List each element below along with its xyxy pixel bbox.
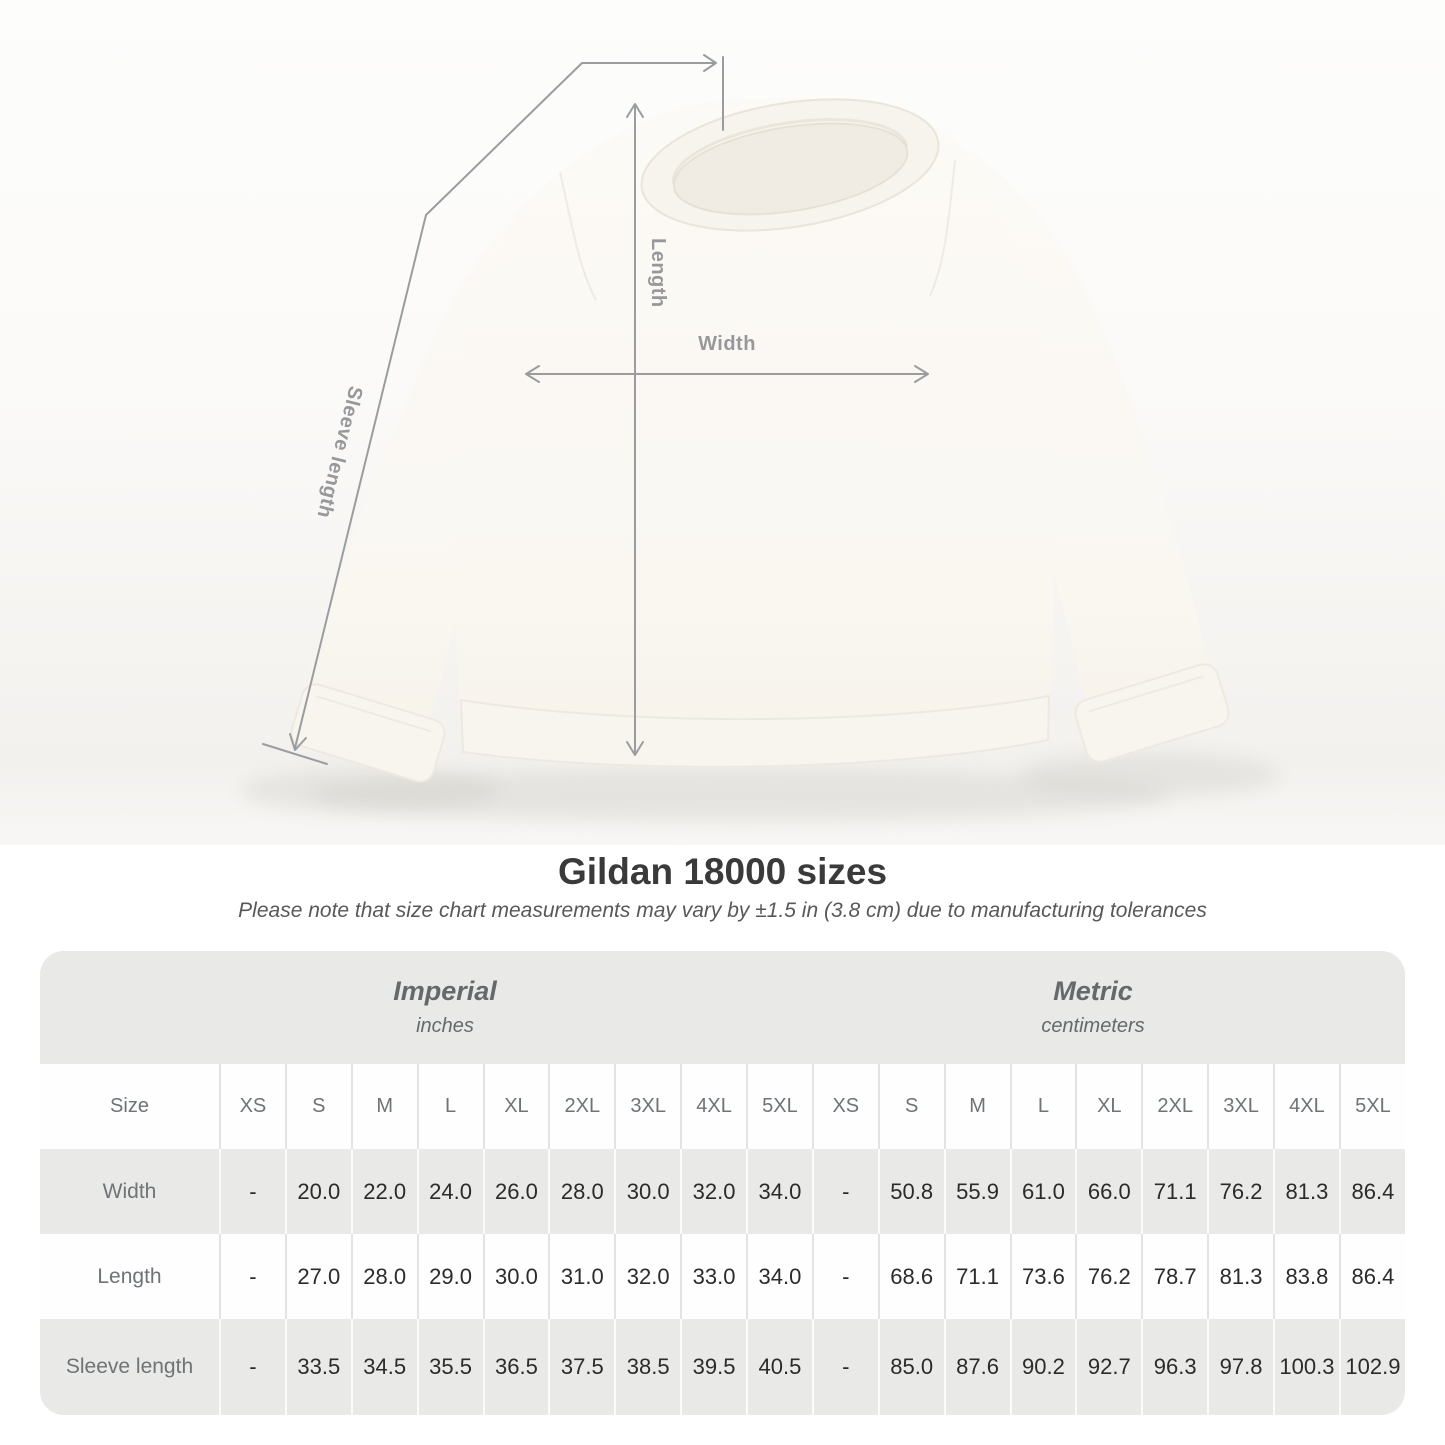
value-cell: 76.2 bbox=[1207, 1149, 1273, 1234]
width-measure-label: Width bbox=[698, 333, 756, 355]
sleeve-length-row bbox=[40, 1319, 1405, 1415]
size-cell: S bbox=[878, 1064, 944, 1149]
imperial-title: Imperial bbox=[393, 976, 497, 1006]
page-title: Gildan 18000 sizes bbox=[557, 851, 888, 892]
value-cell: - bbox=[812, 1319, 878, 1415]
sleeve-length-measure-label: Sleeve length bbox=[312, 383, 367, 521]
value-cell: 87.6 bbox=[944, 1319, 1010, 1415]
size-table bbox=[40, 951, 1405, 1415]
size-cell: S bbox=[285, 1064, 351, 1149]
value-cell: 66.0 bbox=[1075, 1149, 1141, 1234]
value-cell: 61.0 bbox=[1010, 1149, 1076, 1234]
size-cell: 2XL bbox=[548, 1064, 614, 1149]
size-cell: 4XL bbox=[680, 1064, 746, 1149]
value-cell: 20.0 bbox=[285, 1149, 351, 1234]
value-cell: - bbox=[219, 1319, 285, 1415]
length-measure-label: Length bbox=[647, 238, 669, 308]
title-block bbox=[0, 845, 1445, 924]
size-cell: 5XL bbox=[746, 1064, 812, 1149]
size-cell: 4XL bbox=[1273, 1064, 1339, 1149]
size-cell: XS bbox=[219, 1064, 285, 1149]
size-cell: 5XL bbox=[1339, 1064, 1405, 1149]
metric-unit: centimeters bbox=[1041, 1015, 1145, 1037]
value-cell: 34.0 bbox=[746, 1234, 812, 1319]
size-cell: M bbox=[944, 1064, 1010, 1149]
value-cell: 71.1 bbox=[1141, 1149, 1207, 1234]
size-cell: 3XL bbox=[614, 1064, 680, 1149]
row-label: Sleeve length bbox=[40, 1319, 219, 1415]
value-cell: 50.8 bbox=[878, 1149, 944, 1234]
size-cell: XL bbox=[1075, 1064, 1141, 1149]
value-cell: 36.5 bbox=[483, 1319, 549, 1415]
value-cell: - bbox=[812, 1234, 878, 1319]
value-cell: 33.0 bbox=[680, 1234, 746, 1319]
value-cell: 55.9 bbox=[944, 1149, 1010, 1234]
value-cell: 85.0 bbox=[878, 1319, 944, 1415]
row-label: Width bbox=[40, 1149, 219, 1234]
value-cell: 86.4 bbox=[1339, 1149, 1405, 1234]
value-cell: 81.3 bbox=[1273, 1149, 1339, 1234]
value-cell: 86.4 bbox=[1339, 1234, 1405, 1319]
value-cell: - bbox=[219, 1149, 285, 1234]
value-cell: 96.3 bbox=[1141, 1319, 1207, 1415]
tolerance-note: Please note that size chart measurements may vary by ±1.5 in (3.8 cm) due to manufacturing tolerances bbox=[238, 899, 1207, 922]
metric-header bbox=[883, 975, 1303, 1038]
width-row bbox=[40, 1149, 1405, 1234]
unit-header-row bbox=[40, 951, 1405, 1064]
value-cell: 102.9 bbox=[1339, 1319, 1405, 1415]
value-cell: - bbox=[812, 1149, 878, 1234]
value-cell: 71.1 bbox=[944, 1234, 1010, 1319]
value-cell: 39.5 bbox=[680, 1319, 746, 1415]
value-cell: 33.5 bbox=[285, 1319, 351, 1415]
size-cell: M bbox=[351, 1064, 417, 1149]
value-cell: 37.5 bbox=[548, 1319, 614, 1415]
value-cell: 22.0 bbox=[351, 1149, 417, 1234]
size-cell: L bbox=[1010, 1064, 1076, 1149]
size-cell: 2XL bbox=[1141, 1064, 1207, 1149]
value-cell: 30.0 bbox=[483, 1234, 549, 1319]
value-cell: 24.0 bbox=[417, 1149, 483, 1234]
value-cell: 68.6 bbox=[878, 1234, 944, 1319]
value-cell: 34.0 bbox=[746, 1149, 812, 1234]
value-cell: 100.3 bbox=[1273, 1319, 1339, 1415]
value-cell: 30.0 bbox=[614, 1149, 680, 1234]
value-cell: 29.0 bbox=[417, 1234, 483, 1319]
value-cell: 26.0 bbox=[483, 1149, 549, 1234]
value-cell: 35.5 bbox=[417, 1319, 483, 1415]
imperial-unit: inches bbox=[416, 1015, 474, 1037]
value-cell: 32.0 bbox=[614, 1234, 680, 1319]
value-cell: 78.7 bbox=[1141, 1234, 1207, 1319]
value-cell: 34.5 bbox=[351, 1319, 417, 1415]
size-cell: XL bbox=[483, 1064, 549, 1149]
value-cell: 27.0 bbox=[285, 1234, 351, 1319]
imperial-header bbox=[235, 975, 655, 1038]
value-cell: - bbox=[219, 1234, 285, 1319]
value-cell: 40.5 bbox=[746, 1319, 812, 1415]
value-cell: 92.7 bbox=[1075, 1319, 1141, 1415]
value-cell: 97.8 bbox=[1207, 1319, 1273, 1415]
size-cell: L bbox=[417, 1064, 483, 1149]
value-cell: 28.0 bbox=[548, 1149, 614, 1234]
size-cell: XS bbox=[812, 1064, 878, 1149]
value-cell: 76.2 bbox=[1075, 1234, 1141, 1319]
sweatshirt bbox=[288, 80, 1232, 785]
value-cell: 73.6 bbox=[1010, 1234, 1076, 1319]
size-cell: 3XL bbox=[1207, 1064, 1273, 1149]
value-cell: 28.0 bbox=[351, 1234, 417, 1319]
size-header-row bbox=[40, 1064, 1405, 1149]
size-column-header: Size bbox=[40, 1064, 219, 1149]
metric-title: Metric bbox=[1053, 976, 1133, 1006]
size-table-container bbox=[40, 951, 1405, 1415]
value-cell: 81.3 bbox=[1207, 1234, 1273, 1319]
value-cell: 90.2 bbox=[1010, 1319, 1076, 1415]
value-cell: 31.0 bbox=[548, 1234, 614, 1319]
length-row bbox=[40, 1234, 1405, 1319]
value-cell: 32.0 bbox=[680, 1149, 746, 1234]
row-label: Length bbox=[40, 1234, 219, 1319]
value-cell: 38.5 bbox=[614, 1319, 680, 1415]
value-cell: 83.8 bbox=[1273, 1234, 1339, 1319]
